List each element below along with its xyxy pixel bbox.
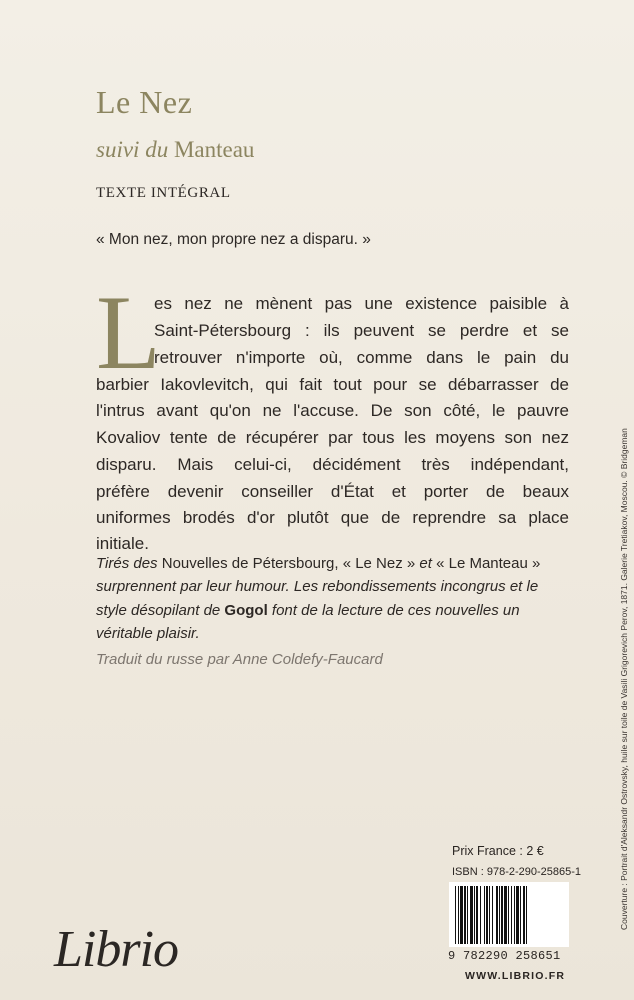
subtitle-prefix: suivi du — [96, 137, 169, 162]
barcode-bar — [476, 886, 478, 944]
edition-note: TEXTE INTÉGRAL — [96, 185, 231, 201]
barcode-bar — [474, 886, 475, 944]
barcode-bar — [516, 886, 519, 944]
barcode-bar — [480, 886, 481, 944]
barcode-bar — [514, 886, 515, 944]
barcode-bar — [508, 886, 509, 944]
book-title: Le Nez — [96, 84, 193, 120]
summary-line: préfère devenir conseiller d'État et porter de beaux — [96, 482, 569, 501]
pitch-text: et — [419, 555, 432, 572]
summary-line: l'intrus avant qu'on ne l'accuse. De son côté, le pauvre — [96, 401, 569, 420]
summary-line: Saint-Pétersbourg : ils peuvent se perdre et se — [154, 321, 569, 340]
price-label: Prix France : 2 € — [452, 844, 544, 858]
barcode-bar — [523, 886, 525, 944]
barcode-bar — [484, 886, 485, 944]
cover-art-credit: Couverture : Portrait d'Aleksandr Ostrovsky, huile sur toile de Vasili Grigorevich Perov, 1871. Galerie Tretiakov, Moscou. © Bridgeman — [619, 428, 629, 930]
librio-logo: Librio — [54, 921, 179, 978]
summary-line: barbier Iakovlevitch, qui fait tout pour se débarrasser de — [96, 375, 569, 394]
subtitle-title: Manteau — [173, 137, 255, 162]
summary-line: es nez ne mènent pas une existence paisible à — [154, 294, 569, 313]
drop-cap: L — [96, 274, 161, 391]
translator-credit: Traduit du russe par Anne Coldefy-Faucard — [96, 651, 383, 668]
publisher-website: WWW.LIBRIO.FR — [465, 970, 566, 982]
barcode-bar — [455, 886, 456, 944]
barcode-bar — [496, 886, 498, 944]
barcode-bars — [453, 886, 565, 944]
barcode-bar — [467, 886, 468, 944]
barcode-bar — [511, 886, 512, 944]
pitch-story-title: « Le Manteau » — [436, 555, 541, 572]
epigraph-quote: « Mon nez, mon propre nez a disparu. » — [96, 231, 371, 248]
barcode-digits: 9 782290 258651 — [448, 949, 561, 963]
barcode-bar — [460, 886, 463, 944]
summary-line: disparu. Mais celui-ci, décidément très indépendant, — [96, 455, 569, 474]
barcode-bar — [499, 886, 500, 944]
summary-line: uniformes brodés d'or plutôt que de reprendre sa place — [96, 508, 569, 527]
pitch-text: surprennent par leur humour. Les rebondissements incongrus et le style désopilant de — [96, 578, 539, 619]
pitch-story-title: « Le Nez » — [342, 555, 416, 572]
barcode-bar — [504, 886, 507, 944]
barcode-bar — [464, 886, 466, 944]
barcode-bar — [470, 886, 473, 944]
barcode-bar — [489, 886, 490, 944]
barcode-bar — [458, 886, 459, 944]
summary-line: Kovaliov tente de récupérer par tous les moyens son nez — [96, 428, 569, 447]
barcode-bar — [526, 886, 527, 944]
barcode-bar — [501, 886, 503, 944]
isbn-label: ISBN : 978-2-290-25865-1 — [452, 866, 582, 878]
pitch-author: Gogol — [224, 601, 268, 619]
summary-line: retrouver n'importe où, comme dans le pain du — [154, 348, 569, 367]
pitch-text: Tirés des — [96, 555, 158, 572]
barcode-bar — [492, 886, 493, 944]
barcode-bar — [486, 886, 488, 944]
book-subtitle — [96, 137, 254, 163]
pitch-work-title: Nouvelles de Pétersbourg, — [161, 555, 339, 572]
pitch-text: font de la lecture de ces nouvelles un véritable plaisir. — [96, 601, 520, 642]
summary-line: initiale. — [96, 534, 149, 553]
barcode-bar — [520, 886, 521, 944]
barcode — [449, 882, 569, 947]
pitch-paragraph — [96, 552, 571, 645]
